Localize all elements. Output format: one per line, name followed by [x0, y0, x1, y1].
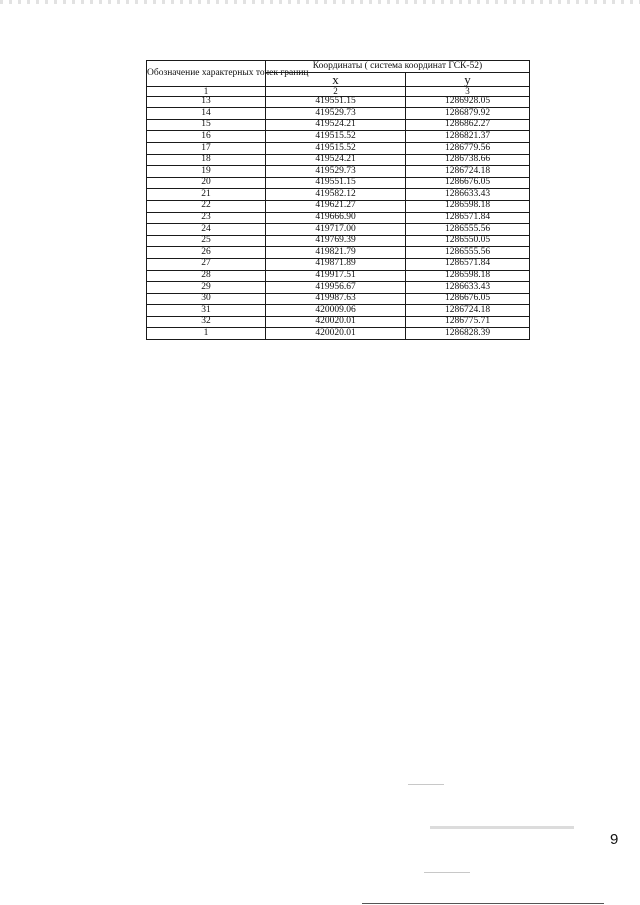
- x-cell: 419582.12: [266, 189, 406, 201]
- table-row: [147, 316, 530, 328]
- x-cell: 420009.06: [266, 305, 406, 317]
- point-cell: 24: [147, 224, 266, 236]
- point-cell: 22: [147, 200, 266, 212]
- table-row: [147, 131, 530, 143]
- point-cell: 21: [147, 189, 266, 201]
- table-row: [147, 189, 530, 201]
- point-cell: 14: [147, 108, 266, 120]
- table-row: [147, 200, 530, 212]
- y-cell: 1286633.43: [406, 282, 530, 294]
- x-cell: 420020.01: [266, 328, 406, 340]
- y-cell: 1286779.56: [406, 142, 530, 154]
- scan-mark: [430, 826, 574, 829]
- point-designation-header: Обозначение характерных точек границ: [147, 61, 266, 87]
- point-cell: 13: [147, 96, 266, 108]
- scan-noise-top: [0, 0, 640, 4]
- y-cell: 1286724.18: [406, 166, 530, 178]
- point-cell: 19: [147, 166, 266, 178]
- x-cell: 419529.73: [266, 108, 406, 120]
- y-cell: 1286676.05: [406, 293, 530, 305]
- table-row: [147, 119, 530, 131]
- point-cell: 25: [147, 235, 266, 247]
- y-header: y: [406, 72, 530, 86]
- table-row: [147, 258, 530, 270]
- y-cell: 1286555.56: [406, 224, 530, 236]
- x-cell: 419769.39: [266, 235, 406, 247]
- point-cell: 23: [147, 212, 266, 224]
- table-row: [147, 270, 530, 282]
- table-row: [147, 154, 530, 166]
- y-cell: 1286879.92: [406, 108, 530, 120]
- x-header: x: [266, 72, 406, 86]
- point-cell: 16: [147, 131, 266, 143]
- x-cell: 419717.00: [266, 224, 406, 236]
- y-cell: 1286724.18: [406, 305, 530, 317]
- point-cell: 27: [147, 258, 266, 270]
- scan-mark: [408, 784, 444, 785]
- x-cell: 419917.51: [266, 270, 406, 282]
- point-cell: 26: [147, 247, 266, 259]
- table-row: [147, 235, 530, 247]
- x-cell: 419515.52: [266, 142, 406, 154]
- scan-mark: [424, 872, 470, 873]
- x-cell: 419551.15: [266, 177, 406, 189]
- y-cell: 1286738.66: [406, 154, 530, 166]
- column-number: 1: [147, 86, 266, 96]
- x-cell: 419956.67: [266, 282, 406, 294]
- y-cell: 1286862.27: [406, 119, 530, 131]
- x-cell: 419524.21: [266, 154, 406, 166]
- page-number: 9: [610, 831, 619, 848]
- point-cell: 20: [147, 177, 266, 189]
- y-cell: 1286550.05: [406, 235, 530, 247]
- x-cell: 419551.15: [266, 96, 406, 108]
- point-cell: 1: [147, 328, 266, 340]
- column-number: 3: [406, 86, 530, 96]
- coordinates-table: [146, 60, 530, 340]
- point-cell: 31: [147, 305, 266, 317]
- table-body: [147, 96, 530, 339]
- y-cell: 1286775.71: [406, 316, 530, 328]
- table-row: [147, 177, 530, 189]
- y-cell: 1286633.43: [406, 189, 530, 201]
- point-cell: 29: [147, 282, 266, 294]
- y-cell: 1286598.18: [406, 270, 530, 282]
- table-row: [147, 293, 530, 305]
- y-cell: 1286555.56: [406, 247, 530, 259]
- y-cell: 1286598.18: [406, 200, 530, 212]
- x-cell: 419987.63: [266, 293, 406, 305]
- y-cell: 1286928.05: [406, 96, 530, 108]
- y-cell: 1286571.84: [406, 212, 530, 224]
- y-cell: 1286676.05: [406, 177, 530, 189]
- point-cell: 32: [147, 316, 266, 328]
- table-row: [147, 282, 530, 294]
- x-cell: 420020.01: [266, 316, 406, 328]
- table-row: [147, 142, 530, 154]
- x-cell: 419515.52: [266, 131, 406, 143]
- point-cell: 30: [147, 293, 266, 305]
- x-cell: 419621.27: [266, 200, 406, 212]
- y-cell: 1286821.37: [406, 131, 530, 143]
- signature-line: [362, 903, 604, 904]
- table-row: [147, 108, 530, 120]
- x-cell: 419666.90: [266, 212, 406, 224]
- x-cell: 419529.73: [266, 166, 406, 178]
- table-row: [147, 96, 530, 108]
- coordinates-header: Координаты ( система координат ГСК-52): [266, 61, 530, 73]
- x-cell: 419821.79: [266, 247, 406, 259]
- table-row: [147, 328, 530, 340]
- table-row: [147, 166, 530, 178]
- x-cell: 419524.21: [266, 119, 406, 131]
- table-row: [147, 212, 530, 224]
- point-cell: 17: [147, 142, 266, 154]
- point-cell: 18: [147, 154, 266, 166]
- table-row: [147, 305, 530, 317]
- table-row: [147, 247, 530, 259]
- table-row: [147, 224, 530, 236]
- x-cell: 419871.89: [266, 258, 406, 270]
- point-cell: 15: [147, 119, 266, 131]
- y-cell: 1286828.39: [406, 328, 530, 340]
- y-cell: 1286571.84: [406, 258, 530, 270]
- column-number: 2: [266, 86, 406, 96]
- point-cell: 28: [147, 270, 266, 282]
